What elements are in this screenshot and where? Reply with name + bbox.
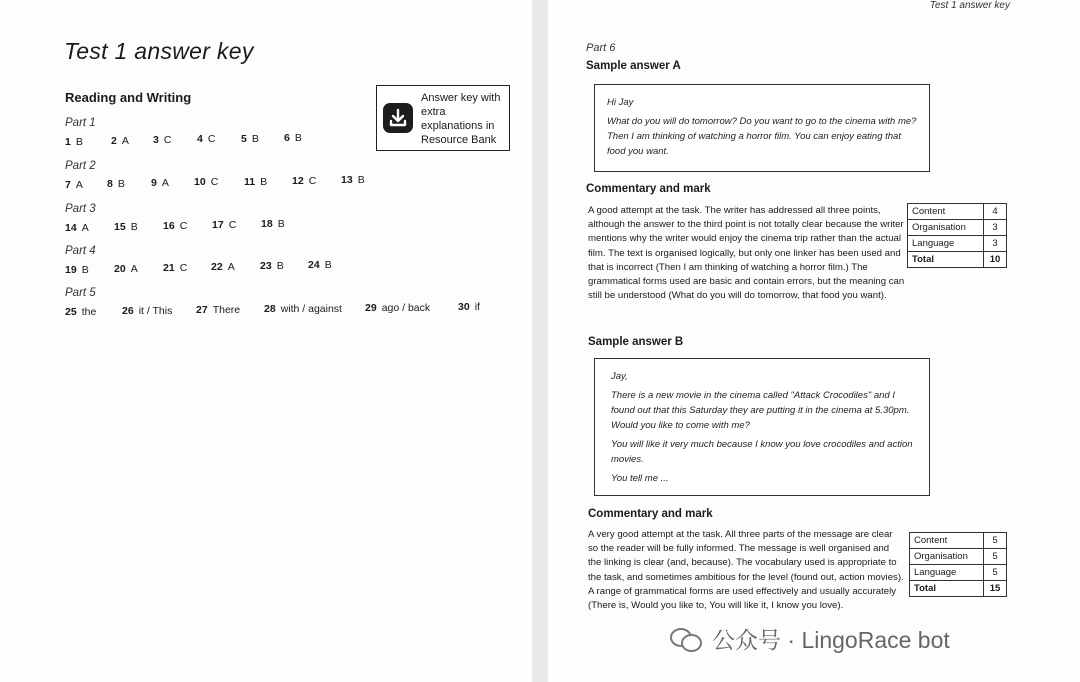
wechat-icon (670, 626, 704, 652)
part-label: Part 3 (65, 203, 96, 215)
download-icon (383, 103, 413, 133)
part-label: Part 1 (65, 117, 96, 129)
sample-a-line: What do you will do tomorrow? Do you want to go to the cinema with me? Then I am thinking of watching a horror film. You can enjoy eating that food you want. (607, 116, 917, 157)
answer: 19 B (65, 264, 89, 276)
mark-row: Organisation 3 (908, 220, 1007, 236)
answer: 26 it / This (122, 305, 173, 317)
sample-a-box (594, 84, 930, 172)
sample-b-box (594, 358, 930, 496)
right-page (548, 0, 1080, 682)
mark-row: Language 5 (910, 565, 1007, 581)
sample-b-line: You will like it very much because I know you love crocodiles and action movies. (611, 439, 913, 465)
sample-a-line: Hi Jay (607, 97, 634, 108)
page-title: Test 1 answer key (64, 38, 254, 64)
answer: 30 if (458, 301, 480, 313)
answer: 11 B (244, 176, 268, 188)
left-page (0, 0, 532, 682)
watermark (670, 622, 950, 655)
answer: 4 C (197, 133, 216, 145)
answer: 9 A (151, 177, 169, 189)
answer: 20 A (114, 263, 138, 275)
mark-total-row: Total 10 (908, 252, 1007, 268)
resource-bank-box (376, 85, 510, 151)
mark-table-a (907, 203, 1007, 268)
mark-table-b (909, 532, 1007, 597)
answer: 7 A (65, 179, 83, 191)
answer: 17 C (212, 219, 237, 231)
part-label: Part 5 (65, 287, 96, 299)
sample-b-line: You tell me ... (611, 473, 669, 484)
answer: 12 C (292, 175, 317, 187)
answer: 13 B (341, 174, 365, 186)
answer: 23 B (260, 260, 284, 272)
answer: 5 B (241, 133, 259, 145)
answer: 10 C (194, 176, 219, 188)
mark-row: Organisation 5 (910, 549, 1007, 565)
part-label: Part 2 (65, 160, 96, 172)
mark-row: Content 4 (908, 204, 1007, 220)
answer: 29 ago / back (365, 302, 431, 314)
commentary-b: A very good attempt at the task. All three parts of the message are clear so the reader will be fully informed. The message is well organised and the linking is clear (and, because). The vocabulary used is appropriate to the task, and sometimes ambitious for the level (found out, action movies). A range of grammatical forms are used effectively and usually accurately (There is, Would you like to, You will like it, I know you love). (588, 529, 904, 612)
resource-bank-text: Answer key with extra explanations in Resource Bank (421, 92, 501, 146)
answer: 18 B (261, 218, 285, 230)
sample-a-heading: Sample answer A (586, 60, 681, 72)
answer: 24 B (308, 259, 332, 271)
commentary-a: A good attempt at the task. The writer has addressed all three points, although the answer to the third point is not totally clear because the writer mentions why the writer would enjoy the cinema trip rather than the actual film. The text is organised logically, but only one linker has been used and that is incorrect (Then I am thinking of watching a horror film.) The grammatical forms used are basic and contain errors, but the meaning can still be understood (What do you will do tomorrow, that food you want). (588, 205, 905, 302)
answer: 25 the (65, 306, 97, 318)
answer: 8 B (107, 178, 125, 190)
answer: 6 B (284, 132, 302, 144)
commentary-heading: Commentary and mark (588, 508, 713, 520)
section-heading: Reading and Writing (65, 90, 192, 105)
sample-b-heading: Sample answer B (588, 336, 684, 348)
answer: 15 B (114, 221, 138, 233)
watermark-text: 公众号 · LingoRace bot (712, 627, 950, 653)
answer: 2 A (111, 135, 129, 147)
answer: 16 C (163, 220, 188, 232)
answer: 14 A (65, 222, 89, 234)
mark-row: Language 3 (908, 236, 1007, 252)
answer: 27 There (196, 304, 241, 316)
answer: 21 C (163, 262, 188, 274)
answer: 1 B (65, 136, 83, 148)
mark-row: Content 5 (910, 533, 1007, 549)
answer: 3 C (153, 134, 172, 146)
answer: 22 A (211, 261, 235, 273)
part-label: Part 4 (65, 245, 96, 257)
sample-b-line: Jay, (611, 371, 628, 382)
answer: 28 with / against (264, 303, 342, 315)
running-header: Test 1 answer key (929, 0, 1010, 11)
part-label: Part 6 (586, 42, 616, 54)
mark-total-row: Total 15 (910, 581, 1007, 597)
commentary-heading: Commentary and mark (586, 183, 711, 195)
sample-b-line: There is a new movie in the cinema called "Attack Crocodiles" and I found out that this Saturday they are putting it in the cinema at 5.30pm. Would you like to come with me? (611, 390, 910, 431)
